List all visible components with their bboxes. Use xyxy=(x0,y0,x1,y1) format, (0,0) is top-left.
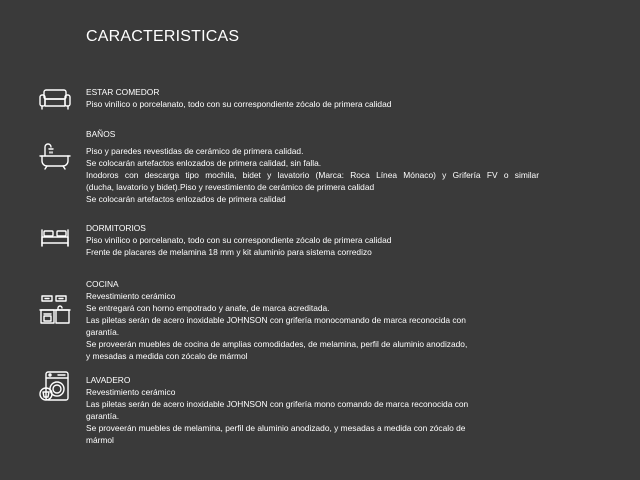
section-cocina xyxy=(86,278,626,363)
section-line: mármol xyxy=(86,435,114,446)
sofa-icon xyxy=(38,82,72,116)
section-line: Frente de placares de melamina 18 mm y kit aluminio para sistema corredizo xyxy=(86,247,372,258)
bathtub-shower-icon xyxy=(38,140,72,174)
section-banos xyxy=(86,128,626,205)
kitchen-icon xyxy=(38,292,72,326)
section-lavadero xyxy=(86,374,626,446)
section-heading: COCINA xyxy=(86,279,119,289)
bed-icon xyxy=(38,220,72,254)
section-line: Revestimiento cerámico xyxy=(86,291,176,301)
section-heading: ESTAR COMEDOR xyxy=(86,87,160,97)
section-line: Revestimiento cerámico xyxy=(86,387,176,397)
section-dormitorios xyxy=(86,222,626,258)
section-line: Piso y paredes revestidas de cerámico de primera calidad. xyxy=(86,146,304,156)
section-line: Se colocarán artefactos enlozados de primera calidad, sin falla. xyxy=(86,158,322,169)
section-line: garantía. xyxy=(86,411,120,422)
section-line: Las piletas serán de acero inoxidable JOHNSON con grifería monocomando de marca reconocida con xyxy=(86,315,466,326)
section-line: Las piletas serán de acero inoxidable JOHNSON con grifería mono comando de marca reconocida con xyxy=(86,399,469,410)
section-line: Se proveerán muebles de melamina, perfil de aluminio anodizado, y mesadas a medida con zócalo de xyxy=(86,423,466,434)
section-estar-comedor xyxy=(86,86,626,110)
section-line: Inodoros con descarga tipo mochila, bidet y lavatorio (Marca: Roca Línea Mónaco) y Grifería FV o similar xyxy=(86,170,539,181)
section-line: Se colocarán artefactos enlozados de primera calidad xyxy=(86,194,286,205)
section-heading: LAVADERO xyxy=(86,375,131,385)
section-heading: DORMITORIOS xyxy=(86,223,146,233)
page-title: CARACTERISTICAS xyxy=(86,28,240,45)
section-line: Piso vinílico o porcelanato, todo con su correspondiente zócalo de primera calidad xyxy=(86,99,392,109)
section-line: y mesadas a medida con zócalo de mármol xyxy=(86,351,248,362)
section-line: garantía. xyxy=(86,327,120,338)
section-line: Piso vinílico o porcelanato, todo con su correspondiente zócalo de primera calidad xyxy=(86,235,392,245)
section-line: Se entregará con horno empotrado y anafe, de marca acreditada. xyxy=(86,303,330,314)
washing-machine-icon xyxy=(38,370,72,404)
section-line: (ducha, lavatorio y bidet).Piso y revestimiento de cerámico de primera calidad xyxy=(86,182,375,193)
section-heading: BAÑOS xyxy=(86,129,116,139)
section-line: Se proveerán muebles de cocina de amplias comodidades, de melamina, perfil de aluminio anodizado, xyxy=(86,339,468,350)
